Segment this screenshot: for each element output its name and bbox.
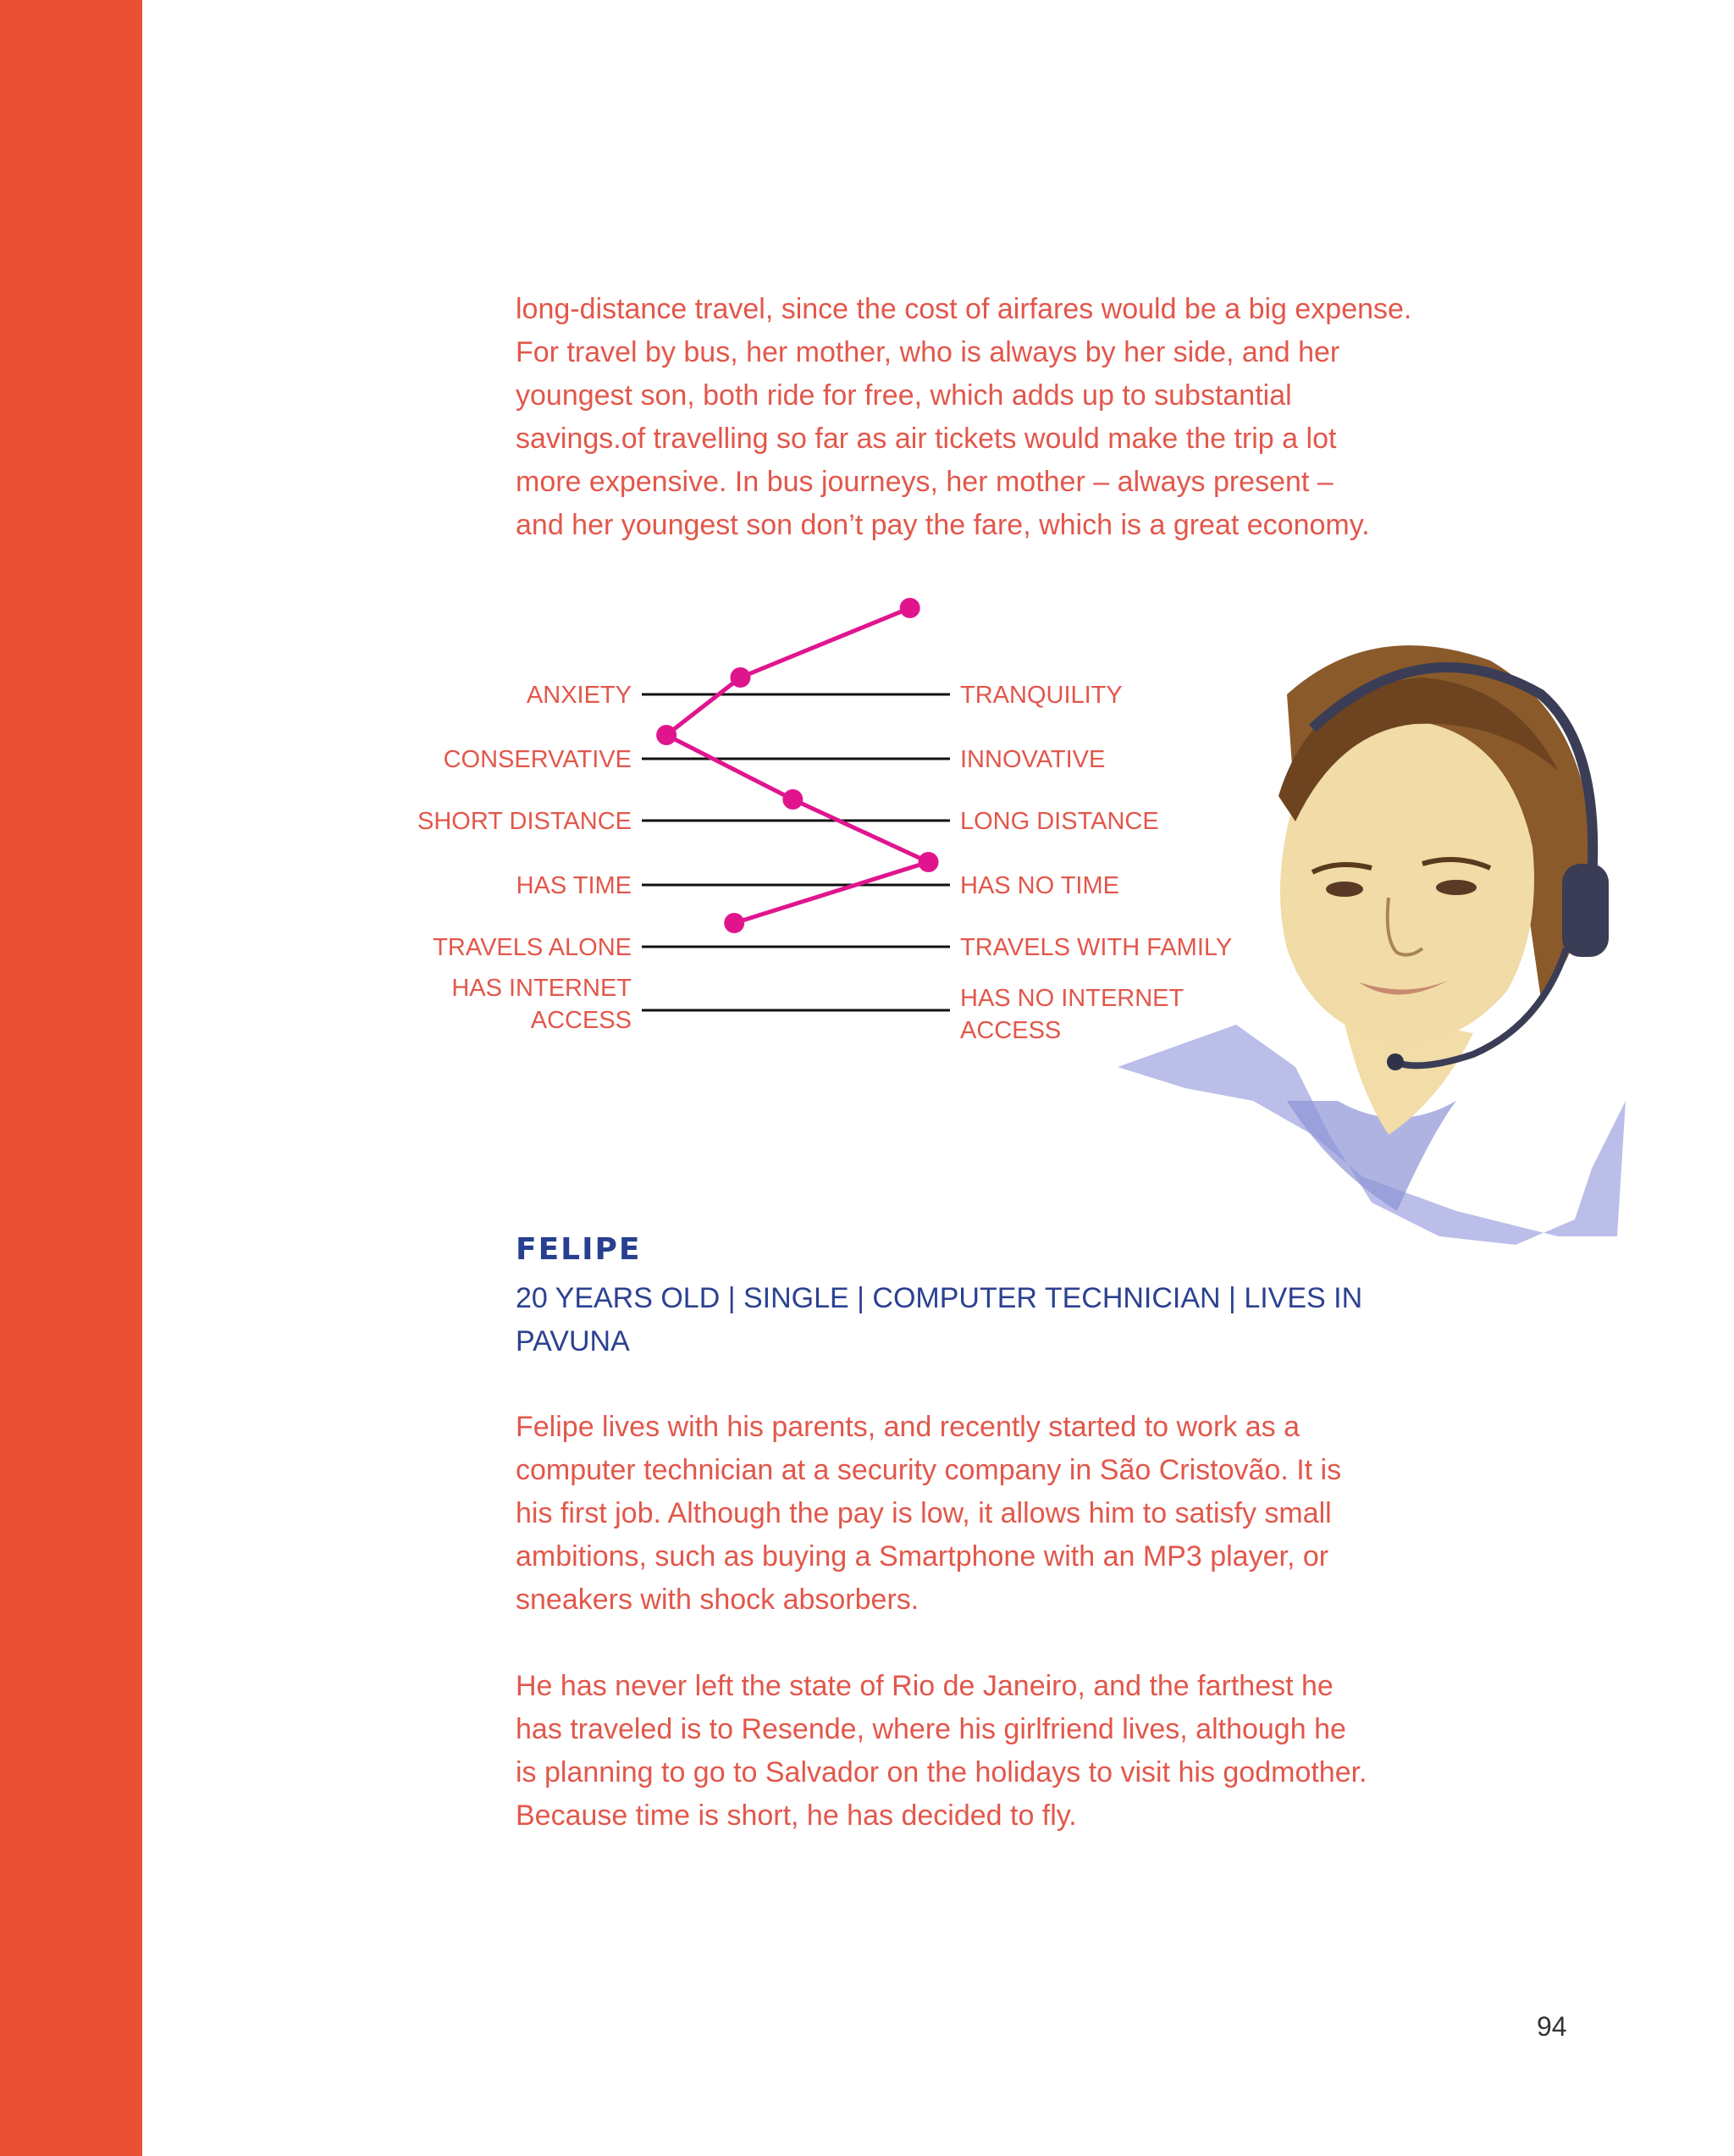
scale-right-label: TRANQUILITY <box>960 682 1123 709</box>
felipe-paragraph-2 <box>516 1665 1472 1838</box>
profile-point <box>900 598 920 618</box>
text-line: and her youngest son don’t pay the fare, which is a great economy. <box>516 509 1370 541</box>
profile-point <box>782 789 803 810</box>
scale-right-label: LONG DISTANCE <box>960 808 1159 835</box>
persona-name: FELIPE <box>516 1232 642 1267</box>
scale-right-label: INNOVATIVE <box>960 746 1106 773</box>
text-line: youngest son, both ride for free, which adds up to substantial <box>516 379 1292 412</box>
scale-right-label: ACCESS <box>960 1017 1062 1044</box>
text-line: has traveled is to Resende, where his girlfriend lives, although he <box>516 1713 1346 1745</box>
text-line: ambitions, such as buying a Smartphone with an MP3 player, or <box>516 1540 1329 1573</box>
right-eye <box>1436 880 1477 895</box>
headset-earpiece <box>1562 864 1609 957</box>
scale-left-label: TRAVELS ALONE <box>433 934 632 961</box>
text-line: is planning to go to Salvador on the holidays to visit his godmother. <box>516 1756 1367 1788</box>
scale-right-label: HAS NO TIME <box>960 872 1119 899</box>
text-line: He has never left the state of Rio de Janeiro, and the farthest he <box>516 1670 1334 1702</box>
subtitle-line: 20 YEARS OLD | SINGLE | COMPUTER TECHNICIAN | LIVES IN <box>516 1282 1363 1314</box>
profile-point <box>919 852 939 872</box>
persona-subtitle <box>516 1277 1447 1363</box>
scale-left-label: HAS INTERNET <box>451 975 632 1002</box>
profile-point <box>656 725 676 745</box>
text-line: computer technician at a security company in São Cristovão. It is <box>516 1454 1342 1486</box>
scale-right-label: HAS NO INTERNET <box>960 985 1185 1012</box>
persona-illustration <box>1118 627 1634 1253</box>
felipe-paragraph-1 <box>516 1406 1472 1622</box>
scale-left-label: SHORT DISTANCE <box>417 808 632 835</box>
text-line: savings.of travelling so far as air tickets would make the trip a lot <box>516 423 1337 455</box>
persona-scale-chart <box>0 0 1236 1101</box>
text-line: sneakers with shock absorbers. <box>516 1584 919 1616</box>
headset-mic <box>1387 1053 1404 1070</box>
scale-left-label: ACCESS <box>530 1007 632 1034</box>
scale-right-label: TRAVELS WITH FAMILY <box>960 934 1233 961</box>
profile-line <box>666 608 928 923</box>
left-eye <box>1326 882 1363 897</box>
profile-point <box>724 913 744 933</box>
text-line: For travel by bus, her mother, who is always by her side, and her <box>516 336 1340 368</box>
page-number: 94 <box>1537 2011 1567 2042</box>
subtitle-line: PAVUNA <box>516 1325 630 1357</box>
scale-left-label: HAS TIME <box>516 872 632 899</box>
text-line: more expensive. In bus journeys, her mother – always present – <box>516 466 1334 498</box>
text-line: Because time is short, he has decided to fly. <box>516 1799 1077 1832</box>
scale-left-label: ANXIETY <box>526 682 632 709</box>
text-line: Felipe lives with his parents, and recently started to work as a <box>516 1411 1300 1443</box>
scale-left-label: CONSERVATIVE <box>443 746 632 773</box>
text-line: long-distance travel, since the cost of airfares would be a big expense. <box>516 293 1412 325</box>
text-line: his first job. Although the pay is low, it allows him to satisfy small <box>516 1497 1332 1529</box>
profile-point <box>730 667 750 688</box>
